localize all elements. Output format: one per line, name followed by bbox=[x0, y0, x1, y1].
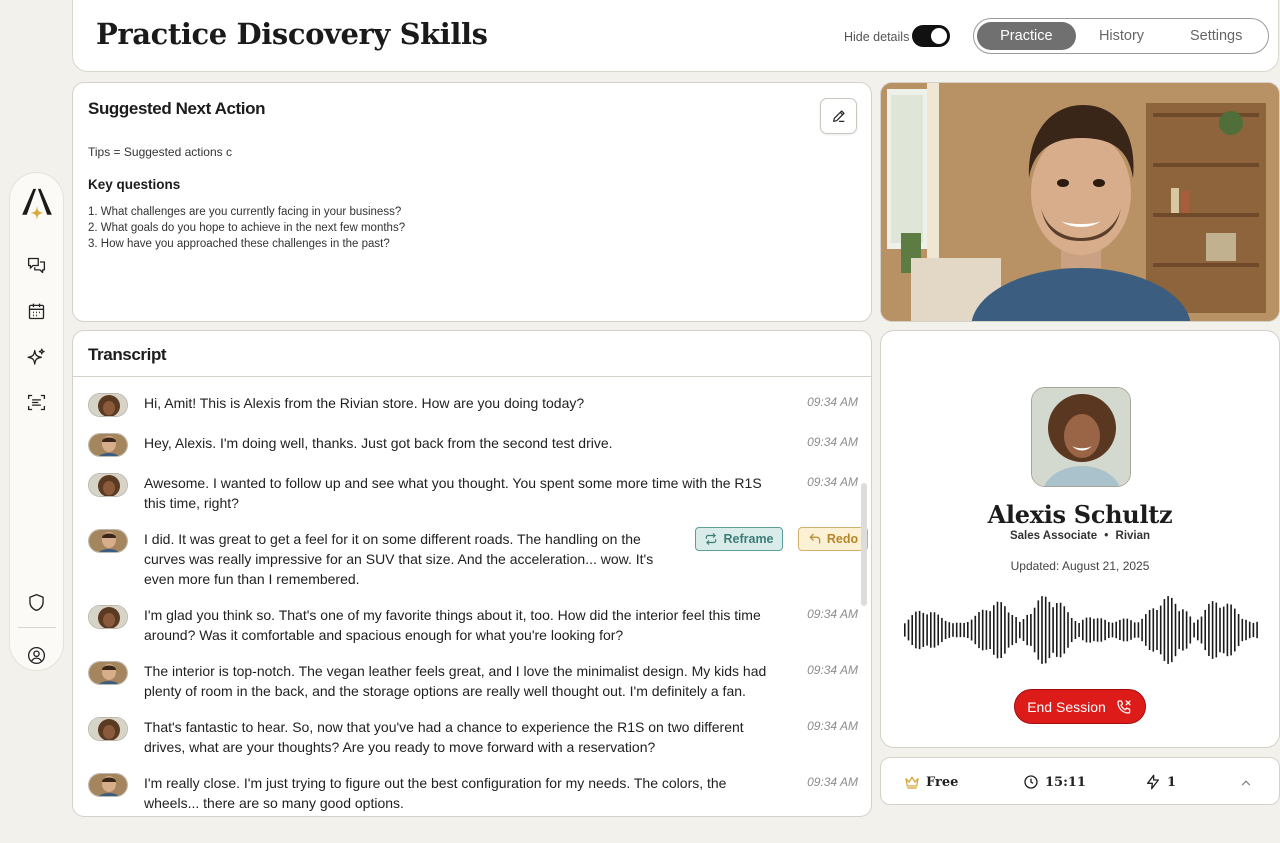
waveform-bar bbox=[1238, 614, 1240, 646]
waveform-bar bbox=[1071, 618, 1073, 642]
message-text: Hi, Amit! This is Alexis from the Rivian store. How are you doing today? bbox=[144, 395, 585, 411]
waveform-bar bbox=[1130, 620, 1132, 640]
waveform-bar bbox=[1219, 608, 1221, 653]
phone-hangup-icon bbox=[1115, 698, 1133, 716]
audio-waveform bbox=[903, 593, 1259, 667]
waveform-bar bbox=[1104, 620, 1106, 640]
avatar-amit bbox=[88, 773, 128, 797]
waveform-bar bbox=[1245, 620, 1247, 640]
waveform-bar bbox=[915, 612, 917, 649]
waveform-bar bbox=[1015, 617, 1017, 643]
waveform-bar bbox=[997, 602, 999, 659]
transcript-divider bbox=[73, 376, 871, 377]
waveform-bar bbox=[1093, 619, 1095, 641]
view-tabs bbox=[973, 18, 1269, 54]
key-questions-list bbox=[88, 204, 405, 252]
waveform-bar bbox=[989, 611, 991, 649]
waveform-bar bbox=[1004, 606, 1006, 654]
role-separator: • bbox=[1104, 530, 1109, 542]
key-question: 3. How have you approached these challenges in the past? bbox=[88, 238, 390, 250]
key-questions-heading: Key questions bbox=[88, 177, 181, 192]
left-rail bbox=[9, 172, 64, 671]
message-text: Awesome. I wanted to follow up and see what you thought. You spent some more time with the R1S this time, right? bbox=[144, 475, 762, 511]
crown-icon bbox=[904, 774, 920, 790]
credits-value: 1 bbox=[1167, 774, 1177, 790]
avatar-alexis bbox=[88, 605, 128, 629]
waveform-bar bbox=[1197, 620, 1199, 641]
prospect-video-feed bbox=[880, 82, 1280, 322]
waveform-bar bbox=[1041, 596, 1043, 664]
waveform-bar bbox=[1204, 610, 1206, 650]
waveform-bar bbox=[1253, 623, 1255, 637]
suggested-action-card bbox=[72, 82, 872, 322]
waveform-bar bbox=[1145, 614, 1147, 646]
nav-scan[interactable] bbox=[21, 388, 53, 418]
waveform-bar bbox=[975, 616, 977, 644]
pencil-icon bbox=[831, 108, 847, 124]
waveform-bar bbox=[952, 623, 954, 637]
message-time: 09:34 AM bbox=[807, 395, 858, 409]
waveform-bar bbox=[1067, 612, 1069, 648]
waveform-bar bbox=[941, 618, 943, 642]
key-question: 2. What goals do you hope to achieve in the next few months? bbox=[88, 222, 406, 234]
transcript-panel bbox=[72, 330, 872, 817]
lightning-icon bbox=[1145, 774, 1161, 790]
chat-icon bbox=[26, 255, 47, 276]
repeat-icon bbox=[704, 532, 718, 546]
waveform-bar bbox=[982, 610, 984, 651]
waveform-bar bbox=[1045, 597, 1047, 664]
transcript-scrollbar[interactable] bbox=[861, 483, 867, 606]
waveform-bar bbox=[967, 622, 969, 638]
waveform-bar bbox=[1182, 609, 1184, 650]
hide-details-toggle[interactable] bbox=[912, 25, 950, 47]
waveform-bar bbox=[1127, 619, 1129, 642]
waveform-bar bbox=[926, 614, 928, 645]
message-text: That's fantastic to hear. So, now that you've had a chance to experience the R1S on two different drives, what are your thoughts? Are you ready to move forward with a reservation? bbox=[144, 719, 744, 755]
waveform-bar bbox=[1223, 607, 1225, 654]
waveform-bar bbox=[1056, 603, 1058, 657]
waveform-bar bbox=[1201, 617, 1203, 644]
waveform-bar bbox=[1167, 596, 1169, 664]
hide-details-label: Hide details bbox=[844, 30, 910, 44]
persona-company: Rivian bbox=[1115, 530, 1151, 542]
waveform-bar bbox=[930, 612, 932, 648]
waveform-bar bbox=[1156, 610, 1158, 650]
redo-label: Redo bbox=[826, 532, 859, 546]
waveform-bar bbox=[1138, 622, 1140, 637]
scan-text-icon bbox=[26, 392, 47, 413]
redo-button[interactable] bbox=[798, 527, 868, 551]
waveform-bar bbox=[1089, 617, 1091, 642]
waveform-bar bbox=[1112, 623, 1114, 638]
shield-icon bbox=[26, 592, 47, 613]
waveform-bar bbox=[1160, 606, 1162, 655]
waveform-bar bbox=[904, 623, 906, 636]
waveform-bar bbox=[1178, 611, 1180, 649]
waveform-bar bbox=[971, 620, 973, 641]
waveform-bar bbox=[1190, 617, 1192, 644]
persona-title: Sales Associate bbox=[1009, 530, 1098, 542]
message-time: 09:34 AM bbox=[807, 475, 858, 489]
waveform-bar bbox=[1115, 622, 1117, 639]
edit-button[interactable] bbox=[820, 98, 857, 134]
message-text: I'm really close. I'm just trying to figure out the best configuration for my needs. The colors, the wheels... there are so many good options. bbox=[144, 775, 727, 811]
waveform-bar bbox=[1134, 622, 1136, 637]
rail-divider bbox=[18, 627, 56, 628]
waveform-bar bbox=[1012, 615, 1014, 645]
updated-date: Updated: August 21, 2025 bbox=[1010, 559, 1150, 573]
nav-profile[interactable] bbox=[21, 640, 53, 670]
plan-label: Free bbox=[926, 774, 959, 790]
brand-logo[interactable] bbox=[19, 187, 55, 224]
persona-card bbox=[880, 330, 1280, 748]
waveform-bar bbox=[1153, 608, 1155, 651]
message-time: 09:34 AM bbox=[807, 663, 858, 677]
avatar-alexis bbox=[88, 717, 128, 741]
waveform-bar bbox=[1000, 602, 1002, 658]
undo-arrow-icon bbox=[808, 532, 822, 546]
avatar-alexis bbox=[88, 393, 128, 417]
waveform-bar bbox=[1030, 614, 1032, 646]
waveform-bar bbox=[1249, 622, 1251, 639]
waveform-bar bbox=[934, 612, 936, 647]
waveform-bar bbox=[949, 622, 951, 638]
transcript-title: Transcript bbox=[88, 345, 167, 364]
waveform-bar bbox=[1242, 619, 1244, 641]
message-text: Hey, Alexis. I'm doing well, thanks. Just got back from the second test drive. bbox=[144, 435, 613, 451]
waveform-bar bbox=[1082, 620, 1084, 641]
waveform-bar bbox=[1019, 622, 1021, 638]
message-time: 09:34 AM bbox=[807, 775, 858, 789]
waveform-bar bbox=[960, 623, 962, 637]
waveform-bar bbox=[1234, 609, 1236, 652]
waveform-bar bbox=[1230, 605, 1232, 656]
avatar-amit bbox=[88, 529, 128, 553]
message-time: 09:34 AM bbox=[807, 435, 858, 449]
tab-history[interactable]: History bbox=[1098, 28, 1145, 44]
waveform-bar bbox=[1186, 611, 1188, 648]
waveform-bar bbox=[1075, 621, 1077, 639]
waveform-bar bbox=[1064, 606, 1066, 653]
waveform-bar bbox=[1038, 600, 1040, 659]
waveform-bar bbox=[1078, 623, 1080, 637]
nav-security[interactable] bbox=[21, 588, 53, 618]
end-session-label: End Session bbox=[1027, 698, 1106, 715]
timer-value: 15:11 bbox=[1045, 774, 1086, 790]
sparkle-icon bbox=[26, 347, 47, 368]
session-status-bar bbox=[880, 757, 1280, 805]
avatar-alexis bbox=[88, 473, 128, 497]
user-circle-icon bbox=[26, 645, 47, 666]
message-time: 09:34 AM bbox=[807, 719, 858, 733]
toggle-knob bbox=[931, 28, 947, 44]
waveform-bar bbox=[1256, 622, 1258, 638]
waveform-bar bbox=[986, 610, 988, 649]
tab-practice[interactable]: Practice bbox=[977, 22, 1076, 50]
message-time: 09:34 AM bbox=[807, 607, 858, 621]
avatar-amit bbox=[88, 433, 128, 457]
waveform-bar bbox=[945, 621, 947, 639]
waveform-bar bbox=[1023, 619, 1025, 641]
nav-calendar[interactable] bbox=[21, 297, 53, 327]
waveform-bar bbox=[937, 615, 939, 646]
calendar-icon bbox=[26, 301, 47, 322]
waveform-bar bbox=[1097, 618, 1099, 641]
persona-name: Alexis Schultz bbox=[987, 500, 1173, 529]
header-bar bbox=[72, 0, 1279, 72]
waveform-bar bbox=[1034, 608, 1036, 653]
nav-ai[interactable] bbox=[21, 342, 53, 372]
avatar-amit bbox=[88, 661, 128, 685]
key-question: 1. What challenges are you currently facing in your business? bbox=[88, 206, 402, 218]
reframe-label: Reframe bbox=[723, 532, 774, 546]
waveform-bar bbox=[1052, 607, 1054, 653]
tab-settings[interactable]: Settings bbox=[1189, 28, 1243, 44]
waveform-bar bbox=[1119, 620, 1121, 640]
waveform-bar bbox=[1049, 602, 1051, 658]
persona-role bbox=[881, 530, 1279, 542]
waveform-bar bbox=[1212, 601, 1214, 659]
waveform-bar bbox=[1108, 622, 1110, 638]
waveform-bar bbox=[1101, 618, 1103, 641]
waveform-bar bbox=[1193, 623, 1195, 638]
waveform-bar bbox=[1208, 604, 1210, 656]
suggested-action-title: Suggested Next Action bbox=[88, 99, 266, 118]
waveform-bar bbox=[1060, 603, 1062, 658]
reframe-button[interactable] bbox=[695, 527, 783, 551]
clock-icon bbox=[1023, 774, 1039, 790]
waveform-bar bbox=[923, 613, 925, 647]
waveform-bar bbox=[993, 605, 995, 655]
waveform-bar bbox=[1164, 599, 1166, 661]
waveform-bar bbox=[1123, 619, 1125, 642]
end-session-button[interactable] bbox=[1014, 689, 1146, 724]
message-text: I'm glad you think so. That's one of my favorite things about it, too. How did the interior feel this time around? Was it comfortable and spacious enough for what you're looking for? bbox=[144, 607, 761, 643]
waveform-bar bbox=[1141, 619, 1143, 641]
waveform-bar bbox=[1171, 598, 1173, 662]
waveform-bar bbox=[963, 623, 965, 637]
waveform-bar bbox=[1008, 613, 1010, 648]
waveform-bar bbox=[1216, 603, 1218, 658]
waveform-bar bbox=[1227, 604, 1229, 657]
waveform-bar bbox=[1026, 615, 1028, 645]
waveform-bar bbox=[978, 612, 980, 648]
persona-photo bbox=[1031, 387, 1131, 487]
waveform-bar bbox=[1149, 610, 1151, 650]
page-title: Practice Discovery Skills bbox=[96, 17, 488, 51]
session-timer bbox=[1023, 774, 1086, 790]
waveform-bar bbox=[911, 615, 913, 645]
waveform-bar bbox=[908, 620, 910, 641]
message-text: I did. It was great to get a feel for it on some different roads. The handling on the curves was really impressive for an SUV that size. And the acceleration... wow. It's even more fun than I remembered. bbox=[144, 531, 654, 587]
waveform-bar bbox=[919, 611, 921, 649]
waveform-bar bbox=[1086, 618, 1088, 643]
nav-chat[interactable] bbox=[21, 251, 53, 281]
plan-indicator bbox=[904, 774, 958, 790]
chevron-up-icon[interactable] bbox=[1239, 776, 1253, 790]
tips-text: Tips = Suggested actions c bbox=[88, 145, 232, 159]
message-text: The interior is top-notch. The vegan leather feels great, and I love the minimalist design. My kids had plenty of room in the back, and the storage options are really well thought out. I'm definitely a fan. bbox=[144, 663, 767, 699]
video-frame bbox=[881, 83, 1280, 322]
waveform-bar bbox=[1175, 604, 1177, 656]
waveform-bar bbox=[956, 623, 958, 638]
credits-indicator bbox=[1145, 774, 1176, 790]
